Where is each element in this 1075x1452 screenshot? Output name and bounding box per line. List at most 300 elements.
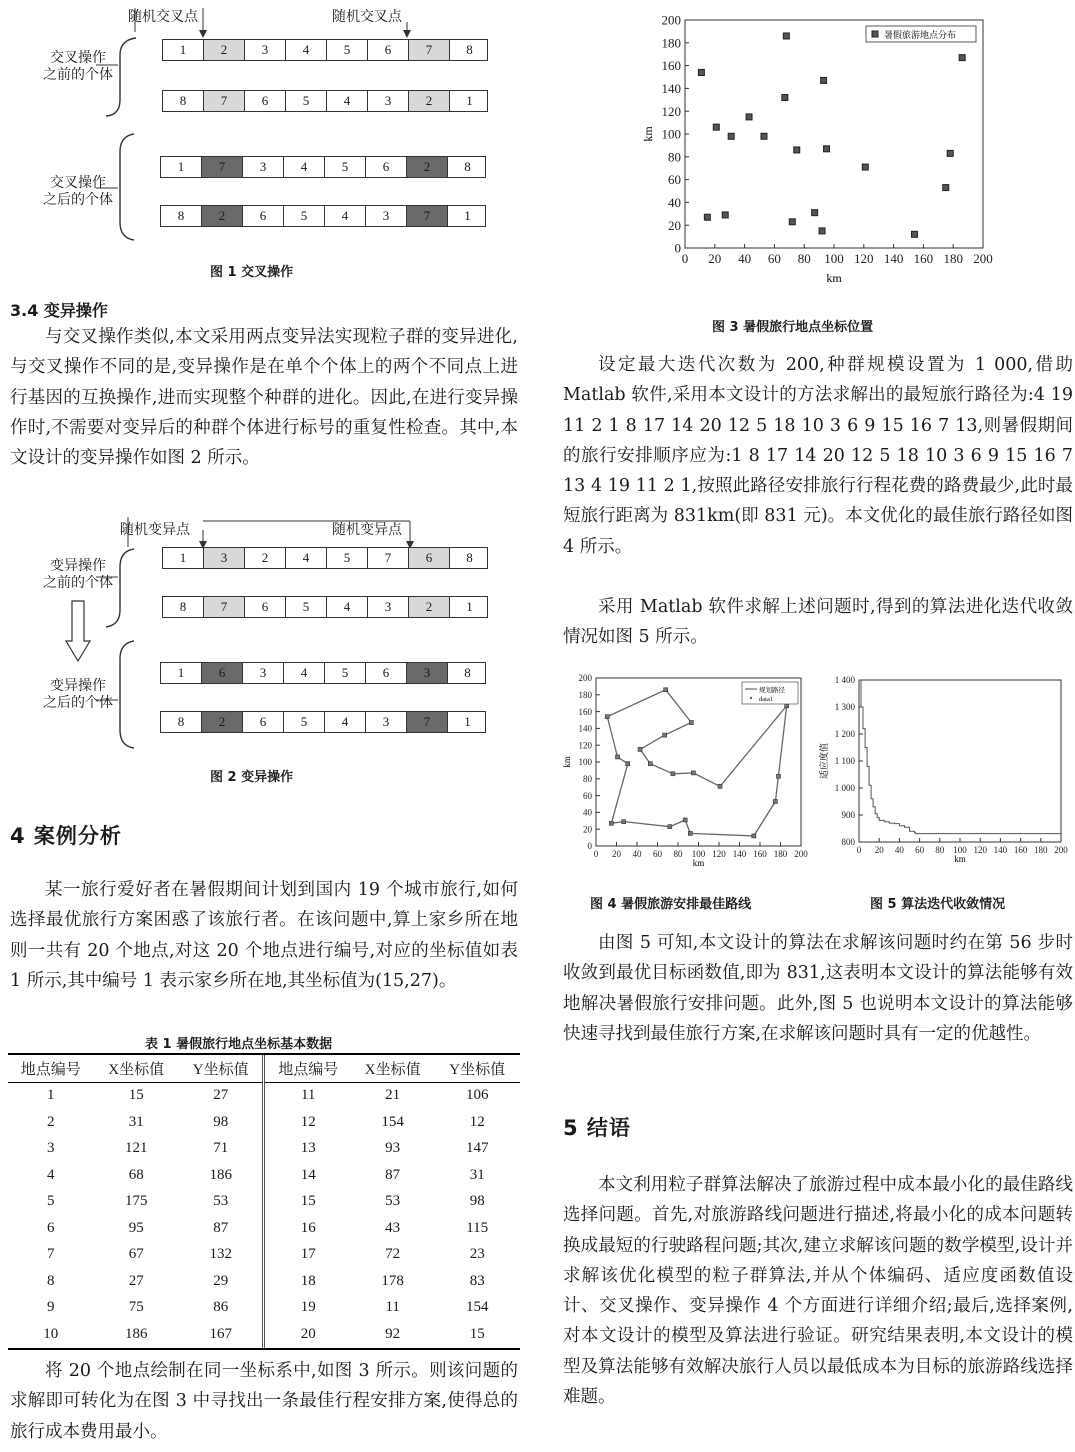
table-cell: 31 [128,1113,144,1130]
legend-marker [872,31,878,37]
paragraph-after-table: 将 20 个地点绘制在同一坐标系中,如图 3 所示。则该问题的求解即可转化为在图 3 中寻找出一条最佳行程安排方案,使得总的旅行成本费用最小。 [10,1361,518,1442]
gene-cell: 3 [366,712,407,732]
gene-cell: 4 [325,206,366,226]
fig2-mut-point-left-label: 随机变异点 [120,522,190,538]
gene-cell: 8 [466,550,473,565]
gene-cell: 1 [464,208,471,223]
route-point [626,762,630,766]
gene-cell: 7 [409,40,450,60]
scatter-point [959,55,965,61]
scatter-point [713,124,719,130]
scatter-point [911,231,917,237]
x-tick-label: 120 [973,845,987,855]
x-tick-label: 20 [708,251,722,266]
gene-cell: 6 [368,40,409,60]
route-point [683,818,687,822]
fig2-mut-point-right-label: 随机变异点 [332,522,402,538]
legend-label: 规划路径 [759,687,785,694]
scatter-point [812,210,818,216]
section-3-4-paragraph: 与交叉操作类似,本文采用两点变异法实现粒子群的变异进化,与交叉操作不同的是,变异操作是在单个个体上的两个不同点上进行基因的互换操作,进而实现整个种群的进化。因此,在进行变异操作时,不需要对变异后的种群个体进行标号的重复性检查。其中,本文设计的变异操作如图 2 所示。 [10,327,518,469]
gene-cell: 7 [202,157,243,177]
gene-cell: 3 [368,597,409,617]
x-tick-label: 160 [913,251,934,266]
table-cell: 27 [128,1272,144,1289]
y-tick-label: 1 300 [834,702,855,713]
scatter-point [698,69,704,75]
section-4-title: 4 案例分析 [10,824,122,848]
scatter-point [821,77,827,83]
gene-cell: 7 [204,597,245,617]
gene-cell: 2 [407,157,448,177]
y-tick-label: 140 [661,80,681,96]
gene-cell: 1 [464,714,471,729]
x-tick-label: 40 [738,251,752,266]
gene-cell: 6 [243,712,284,732]
table-cell: 19 [300,1299,316,1316]
x-tick-label: 0 [856,845,862,855]
fig1-before-label-line1: 交叉操作 [50,50,106,66]
table-cell: 16 [300,1219,316,1236]
fig2-after-label-line2: 之后的个体 [43,695,113,711]
figure-2-caption: 图 2 变异操作 [210,770,294,785]
figure-3 [630,4,1000,304]
table-cell: 106 [465,1087,489,1104]
table-row [8,1268,520,1295]
table-cell: 23 [469,1246,485,1263]
table-cell: 71 [179,1136,264,1163]
table-cell: 4 [46,1166,55,1183]
y-tick-label: 120 [661,103,681,119]
table-row [8,1109,520,1136]
table-cell: 31 [469,1166,485,1183]
x-tick-label: 120 [712,849,726,859]
x-tick-label: 80 [797,251,811,266]
right-paragraph-3: 由图 5 可知,本文设计的算法在求解该问题时约在第 56 步时收敛到最优目标函数值,即为 831,这表明本文设计的算法能够有效地解决暑假旅行安排问题。此外,图 5 也说明本文设计的算法能够快速寻找到最佳旅行方案,在求解该问题时具有一定的优越性。 [563,933,1073,1044]
gene-cell: 5 [284,206,325,226]
table-cell: 11 [385,1299,400,1316]
table-header: X坐标值 [351,1055,435,1082]
scatter-point [746,114,752,120]
route-line [607,690,786,836]
section-5-title: 5 结语 [563,1116,631,1140]
gene-cell: 6 [245,597,286,617]
y-tick-label: 20 [583,824,592,835]
section-4-paragraph: 某一旅行爱好者在暑假期间计划到国内 19 个城市旅行,如何选择最优旅行方案困惑了该旅行者。在该问题中,算上家乡所在地则一共有 20 个地点,对这 20 个地点进行编号,对应的坐标值如表 1 所示,其中编号 1 表示家乡所在地,其坐标值为(15,27)。 [10,880,518,991]
x-tick-label: 160 [1013,845,1028,855]
table-cell: 67 [128,1246,144,1263]
gene-cell: 4 [284,157,325,177]
route-point [773,799,777,803]
gene-cell: 6 [245,91,286,111]
y-tick-label: 40 [583,807,592,818]
gene-cell: 4 [325,712,366,732]
fig2-after-label [38,678,118,712]
x-tick-label: 140 [883,251,904,266]
gene-cell: 3 [407,663,448,683]
table-header: 地点编号 [264,1055,351,1082]
fig2-row-3 [160,662,486,684]
table-cell: 15 [300,1193,316,1210]
x-tick-label: 140 [732,849,747,859]
fig1-row-4 [160,205,486,227]
table-cell: 29 [179,1268,264,1295]
table-cell: 87 [385,1166,401,1183]
convergence-line [859,680,1061,834]
table-cell: 92 [385,1325,401,1342]
x-axis-label: km [692,858,705,868]
gene-cell: 1 [163,40,204,60]
gene-cell: 5 [284,712,325,732]
right-paragraph-2: 采用 Matlab 软件求解上述问题时,得到的算法进化迭代收敛情况如图 5 所示。 [563,597,1073,648]
gene-cell: 4 [284,663,325,683]
gene-cell: 8 [163,91,204,111]
y-tick-label: 0 [674,240,681,256]
table-header: X坐标值 [93,1055,179,1082]
table-cell: 175 [124,1193,148,1210]
x-tick-label: 200 [1054,845,1068,855]
table-cell: 186 [179,1162,264,1189]
x-tick-label: 180 [1034,845,1048,855]
gene-cell: 5 [327,548,368,568]
x-tick-label: 40 [632,849,642,859]
gene-cell: 7 [368,548,409,568]
y-tick-label: 800 [841,837,855,848]
gene-cell: 8 [163,597,204,617]
y-tick-label: 180 [661,35,681,51]
y-tick-label: 200 [661,12,681,28]
table-1-grid [8,1055,520,1348]
route-point [638,747,642,751]
y-tick-label: 100 [661,126,681,142]
figure-2 [20,515,520,790]
figure-4-chart [560,668,820,873]
route-point [718,784,722,788]
y-axis-label: 适应度值 [819,742,829,780]
table-cell: 178 [381,1272,404,1289]
y-tick-label: 80 [583,773,592,784]
scatter-point [783,33,789,39]
gene-cell: 7 [407,206,448,226]
table-row [8,1162,520,1189]
table-cell: 98 [179,1109,264,1136]
figure-4-caption: 图 4 暑假旅游安排最佳路线 [590,897,752,912]
fig2-before-label-line2: 之前的个体 [43,575,113,591]
gene-cell: 1 [161,157,202,177]
table-cell: 87 [179,1215,264,1242]
gene-cell: 5 [286,597,327,617]
table-cell: 15 [469,1325,485,1342]
fig1-after-label [38,175,118,209]
route-point [688,831,692,835]
fig2-before-label [38,558,118,592]
x-tick-label: 100 [691,849,706,859]
fig1-row-1 [162,39,488,61]
table-cell: 95 [128,1219,144,1236]
table-cell: 6 [46,1219,55,1236]
table-cell: 154 [381,1113,404,1130]
route-point [689,721,693,725]
x-axis-label: km [954,854,966,864]
table-cell: 53 [179,1189,264,1216]
route-point [605,715,609,719]
scatter-point [824,146,830,152]
table-cell: 68 [128,1166,144,1183]
y-tick-label: 80 [668,149,681,165]
gene-cell: 8 [464,159,471,174]
route-point [622,820,626,824]
table-cell: 72 [385,1246,401,1263]
y-tick-label: 140 [578,723,592,734]
table-cell: 86 [179,1295,264,1322]
table-header: 地点编号 [8,1055,93,1082]
gene-cell: 5 [286,91,327,111]
y-tick-label: 900 [841,810,855,821]
table-cell: 43 [385,1219,401,1236]
table-cell: 75 [128,1299,144,1316]
table-cell: 1 [46,1087,55,1104]
table-cell: 12 [469,1113,485,1130]
route-point [691,771,695,775]
gene-cell: 2 [202,712,243,732]
x-tick-label: 160 [753,849,767,859]
table-cell: 9 [46,1299,55,1316]
table-cell: 14 [300,1166,316,1183]
right-paragraph-1: 设定最大迭代次数为 200,种群规模设置为 1 000,借助 Matlab 软件,采用本文设计的方法求解出的最短旅行路径为:4 19 11 2 1 8 17 14 20 12 5 18 10 3 6 9 15 16 7 13,则暑假期间的旅行安排顺序应为:1 8 17 14 20 12 5 18 10 3 6 9 15 16 7 13 4 19 11 2 1,按照此路径安排旅行行程花费的路费最少,此时最短旅行距离为 831km(即 831 元)。本文优化的最佳旅行路径如图 4 所示。 [563,355,1073,557]
x-tick-label: 200 [794,849,808,859]
gene-cell: 8 [466,42,473,57]
table-cell: 132 [179,1242,264,1269]
scatter-point [819,228,825,234]
table-row [8,1189,520,1216]
route-point [668,825,672,829]
x-tick-label: 60 [915,845,925,855]
table-cell: 93 [385,1140,401,1157]
y-tick-label: 1 200 [834,729,855,740]
scatter-point [862,164,868,170]
gene-cell: 6 [366,663,407,683]
x-tick-label: 20 [612,849,621,859]
fig2-row-4 [160,711,486,733]
table-cell: 8 [46,1272,55,1289]
scatter-point [943,185,949,191]
fig1-cross-point-left-label: 随机交叉点 [128,9,198,25]
gene-cell: 1 [466,599,473,614]
route-point [752,834,756,838]
x-tick-label: 200 [973,251,993,266]
y-axis-label: km [641,126,655,142]
y-tick-label: 0 [587,841,592,852]
y-tick-label: 60 [583,790,592,801]
table-cell: 2 [46,1113,55,1130]
figure-5-chart [815,668,1073,873]
gene-cell: 2 [245,548,286,568]
table-cell: 154 [465,1299,489,1316]
table-cell: 186 [124,1325,148,1342]
x-tick-label: 0 [593,849,599,859]
scatter-point [794,147,800,153]
gene-cell: 6 [202,663,243,683]
table-1-caption: 表 1 暑假旅行地点坐标基本数据 [145,1037,333,1052]
fig1-before-label [38,50,118,84]
table-cell: 147 [465,1140,489,1157]
y-tick-label: 20 [668,217,681,233]
y-tick-label: 120 [578,740,592,751]
gene-cell: 4 [286,40,327,60]
fig1-row-2 [162,90,488,112]
gene-cell: 4 [327,91,368,111]
figure-3-caption: 图 3 暑假旅行地点坐标位置 [712,320,874,335]
fig2-row-1 [162,547,488,569]
scatter-point [722,212,728,218]
route-point [785,704,789,708]
x-tick-label: 180 [773,849,788,859]
route-point [616,755,620,759]
x-tick-label: 0 [681,251,689,266]
x-tick-label: 100 [953,845,967,855]
y-tick-label: 100 [578,757,592,768]
table-cell: 17 [300,1246,316,1263]
gene-cell: 5 [325,157,366,177]
route-point [664,688,668,692]
gene-cell: 2 [409,91,450,111]
x-tick-label: 40 [894,845,904,855]
gene-cell: 3 [243,157,284,177]
x-tick-label: 20 [874,845,884,855]
scatter-point [728,133,734,139]
fig2-row-2 [162,596,488,618]
x-tick-label: 60 [767,251,781,266]
legend-label: 暑假旅游地点分布 [884,30,957,40]
gene-cell: 1 [466,93,473,108]
legend-label: data1 [759,696,774,703]
table-cell: 21 [385,1087,401,1104]
fig2-after-label-line1: 变异操作 [50,678,106,694]
figure-1-caption: 图 1 交叉操作 [210,265,294,280]
table-cell: 27 [179,1082,264,1109]
figure-5 [815,668,1073,873]
gene-cell: 7 [204,91,245,111]
x-tick-label: 100 [824,251,844,266]
table-cell: 98 [469,1193,485,1210]
gene-cell: 6 [243,206,284,226]
table-cell: 167 [179,1321,264,1348]
table-cell: 13 [300,1140,316,1157]
gene-cell: 3 [245,40,286,60]
gene-cell: 4 [327,597,368,617]
table-cell: 10 [43,1325,59,1342]
route-point [609,821,613,825]
gene-cell: 5 [327,40,368,60]
table-cell: 7 [46,1246,55,1263]
scatter-point [782,95,788,101]
table-cell: 11 [300,1087,316,1104]
figure-3-chart [630,4,1000,304]
fig1-cross-point-right-label: 随机交叉点 [332,9,402,25]
gene-cell: 6 [409,548,450,568]
gene-cell: 1 [163,548,204,568]
section-5-paragraph: 本文利用粒子群算法解决了旅游过程中成本最小化的最佳路线选择问题。首先,对旅游路线问题进行描述,将最小化的成本问题转换成最短的行驶路程问题;其次,建立求解该问题的数学模型,设计并求解该优化模型的粒子群算法,并从个体编码、适应度函数值设计、交叉操作、变异操作 4 个方面进行详细介绍;最后,选择案例,对本文设计的模型及算法进行验证。研究结果表明,本文设计的模型及算法能够有效解决旅行人员以最低成本为目标的旅游路线选择难题。 [563,1175,1073,1408]
y-tick-label: 200 [578,673,592,684]
gene-cell: 8 [161,206,202,226]
x-tick-label: 60 [653,849,662,859]
route-point [776,774,780,778]
y-tick-label: 40 [668,194,681,210]
table-cell: 18 [300,1272,316,1289]
table-row [8,1136,520,1163]
table-row [8,1295,520,1322]
table-cell: 121 [124,1140,148,1157]
table-row [8,1215,520,1242]
table-1 [8,1053,520,1350]
x-tick-label: 80 [935,845,945,855]
fig1-after-label-line1: 交叉操作 [50,175,106,191]
table-row [8,1242,520,1269]
table-header: Y坐标值 [434,1055,520,1082]
gene-cell: 2 [202,206,243,226]
x-tick-label: 120 [854,251,874,266]
scatter-point [947,150,953,156]
route-point [648,762,652,766]
table-cell: 53 [385,1193,401,1210]
gene-cell: 3 [366,206,407,226]
table-cell: 115 [466,1219,489,1236]
y-tick-label: 1 000 [834,783,855,794]
scatter-point [761,133,767,139]
x-axis-label: km [826,271,842,285]
figure-5-caption: 图 5 算法迭代收敛情况 [870,897,1006,912]
fig1-after-label-line2: 之后的个体 [43,192,113,208]
scatter-point [789,219,795,225]
route-point [663,733,667,737]
gene-cell: 2 [204,40,245,60]
y-tick-label: 60 [668,172,681,188]
y-tick-label: 180 [578,689,592,700]
fig1-before-label-line2: 之前的个体 [43,67,113,83]
table-cell: 5 [46,1193,55,1210]
table-cell: 20 [300,1325,316,1342]
fig2-before-label-line1: 变异操作 [50,558,106,574]
gene-cell: 4 [286,548,327,568]
x-tick-label: 80 [673,849,683,859]
gene-cell: 3 [204,548,245,568]
x-tick-label: 180 [943,251,963,266]
y-tick-label: 160 [661,58,681,74]
gene-cell: 8 [464,665,471,680]
table-row [8,1082,520,1109]
x-tick-label: 140 [993,845,1008,855]
gene-cell: 5 [325,663,366,683]
table-cell: 3 [46,1140,55,1157]
table-cell: 12 [300,1113,316,1130]
section-3-4-title: 3.4 变异操作 [10,301,108,320]
table-cell: 83 [469,1272,485,1289]
y-tick-label: 160 [578,706,592,717]
table-cell: 15 [128,1087,144,1104]
gene-cell: 8 [161,712,202,732]
gene-cell: 2 [409,597,450,617]
y-tick-label: 1 100 [834,756,855,767]
y-axis-label: km [562,756,572,768]
table-1-body [8,1082,520,1348]
route-point [671,772,675,776]
gene-cell: 1 [161,663,202,683]
table-header: Y坐标值 [179,1055,264,1082]
gene-cell: 3 [243,663,284,683]
gene-cell: 7 [407,712,448,732]
gene-cell: 3 [368,91,409,111]
figure-1 [20,0,520,285]
y-tick-label: 1 400 [834,675,855,686]
